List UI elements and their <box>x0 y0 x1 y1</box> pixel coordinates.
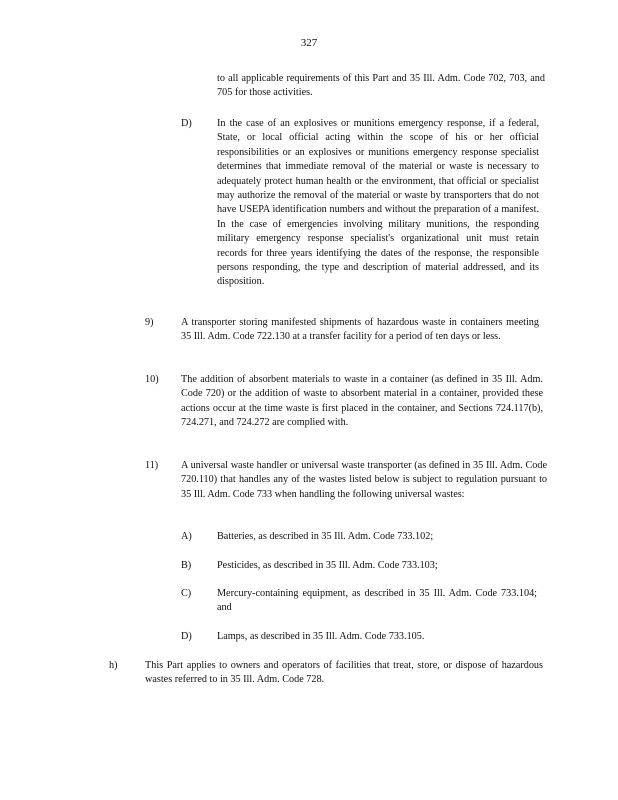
item-label: D) <box>181 118 192 129</box>
item-label: 11) <box>145 460 159 471</box>
item-text: Mercury-containing equipment, as described in 35 Ill. Adm. Code 733.104; and <box>217 588 537 614</box>
item-label: 10) <box>145 374 159 385</box>
item-text: Pesticides, as described in 35 Ill. Adm. Code 733.103; <box>217 560 438 571</box>
item-label: A) <box>181 531 192 542</box>
item-text: A transporter storing manifested shipments of hazardous waste in containers meeting 35 Ill. Adm. Code 722.130 at a transfer facility for a period of ten days or less. <box>181 317 539 343</box>
item-label: B) <box>181 560 192 571</box>
item-text: A universal waste handler or universal waste transporter (as defined in 35 Ill. Adm. Code 720.110) that handles any of the wastes listed below is subject to regulation pursuant to 35 Ill. Adm. Code 733 when handling the following universal wastes: <box>181 460 547 500</box>
item-label: D) <box>181 631 192 642</box>
page-number: 327 <box>300 37 318 49</box>
item-label: h) <box>109 660 118 671</box>
item-text: Lamps, as described in 35 Ill. Adm. Code 733.105. <box>217 631 425 642</box>
item-label: 9) <box>145 317 154 328</box>
item-text: Batteries, as described in 35 Ill. Adm. Code 733.102; <box>217 531 434 542</box>
continuation-paragraph: to all applicable requirements of this Part and 35 Ill. Adm. Code 702, 703, and 705 for those activities. <box>217 73 545 99</box>
item-text: This Part applies to owners and operators of facilities that treat, store, or dispose of hazardous wastes referred to in 35 Ill. Adm. Code 728. <box>145 660 543 686</box>
item-text: In the case of an explosives or munitions emergency response, if a federal, State, or local official acting within the scope of his or her official responsibilities or an explosives or munitions emergency response specialist determines that immediate removal of the material or waste is necessary to adequately protect human health or the environment, that official or specialist may authorize the removal of the material or waste by transporters that do not have USEPA identification numbers and without the preparation of a manifest. In the case of emergencies involving military munitions, the responding military emergency response specialist's organizational unit must retain records for three years identifying the dates of the response, the responsible persons responding, the type and description of material addressed, and its disposition. <box>217 118 539 288</box>
item-text: The addition of absorbent materials to waste in a container (as defined in 35 Ill. Adm. Code 720) or the addition of waste to absorbent material in a container, provided these actions occur at the time waste is first placed in the container, and Sections 724.117(b), 724.271, and 724.272 are complied with. <box>181 374 543 429</box>
item-label: C) <box>181 588 192 599</box>
